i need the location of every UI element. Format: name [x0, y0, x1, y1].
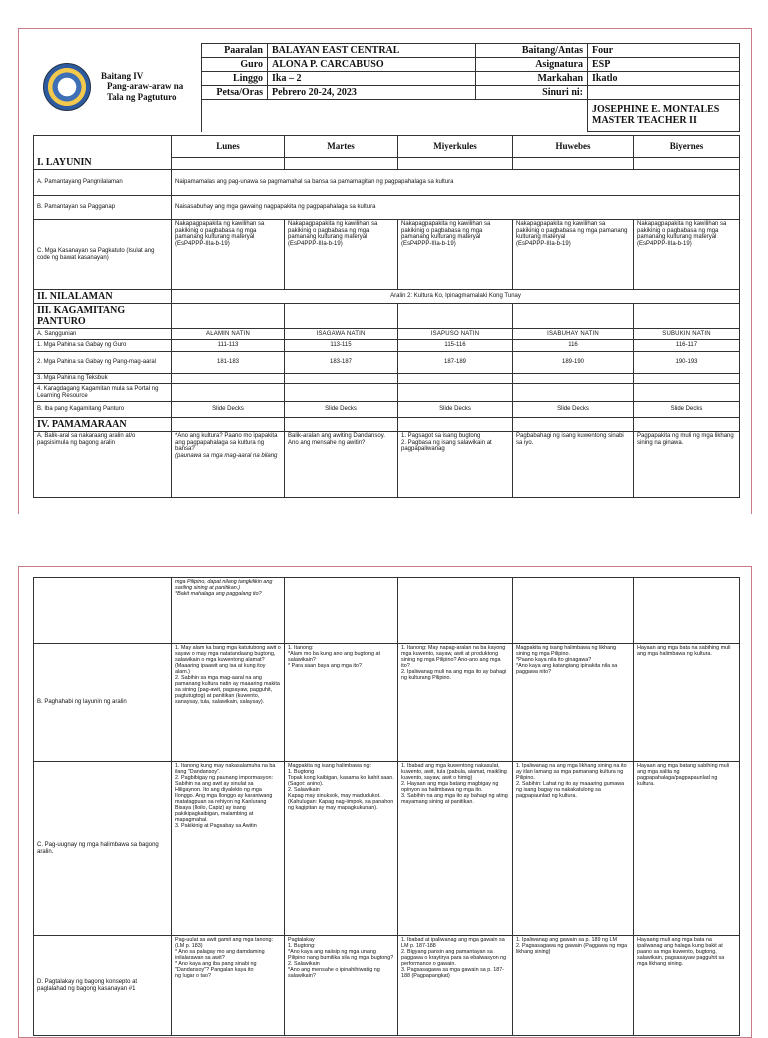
header-value: BALAYAN EAST CENTRAL — [268, 44, 476, 58]
row-nilalaman — [34, 290, 740, 304]
reviewer-row — [202, 100, 740, 132]
header-value: Four — [588, 44, 740, 58]
header-value: Ika – 2 — [268, 72, 476, 86]
cell-sanggunian: ISAPUSO NATIN — [398, 329, 513, 340]
cell-pahina: 187-189 — [398, 352, 513, 374]
reviewer-name: JOSEPHINE E. MONTALES — [592, 104, 720, 115]
cell-pagtalakay: Hayaang muli ang mga bata na ipaliwanag ang halaga kung bakit at paano sa mga kuwento, bugtong, salawikain, pagsasayaw pagguhit sa mga likhang sining. — [634, 936, 740, 1036]
days-header-row — [34, 136, 740, 158]
row-label: 1. Mga Pahina sa Gabay ng Guro — [34, 340, 172, 352]
header-row — [202, 58, 740, 72]
day-lunes: Lunes — [172, 136, 285, 158]
header-row — [202, 44, 740, 58]
cell-pag-uugnay: 1. Itanong kung may nakasalamuha na ba ilang "Dandansoy". 2. Pagbibigay ng paunang impormasyon: Sabihin na ang awit ay sinulat sa Hiligaynon. Ito ang diyalekto ng mga Ilonggo. Ang mga Ilonggo ay karaniwang matatagpuan sa rehiyon ng Kanlurang Bisaya (Iloilo, Capiz) ay isang pakikipagkaibigan, malambing at mapagmahal. 3. Pakikinig at Pagsabay sa Awitin — [172, 762, 285, 936]
nilalaman-text: Aralin 2: Kultura Ko, Ipinagmamalaki Kong Tunay — [172, 290, 740, 304]
header-label: Linggo — [202, 72, 268, 86]
header-value: Pebrero 20-24, 2023 — [268, 86, 476, 100]
cell-pahina: 183-187 — [285, 352, 398, 374]
cell-pagtalakay: Pag-uulat sa awit gamit ang mga tanong: (LM p. 183) * Ano sa palagay mo ang damdaming inilalarawan sa awit? * Ano kaya ang iba pang sinabi ng "Dandansoy"? Pangalan kaya ito ng lugar o tao? — [172, 936, 285, 1036]
row-balik-aral-continued — [34, 578, 740, 644]
cell-paghahabi: 1. Itanong: *Alam mo ba kung ano ang bugtong at salawikain? * Para saan baya ang mga ito? — [285, 644, 398, 762]
cell-pag-uugnay: Magpakita ng isang halimbawa ng: 1. Bugtong Topak kong kaibigan, kasama ko kahit saan. (Sagot: anino). 2. Salawikain Kapag may sinuksok, may madudukot. (Kahulugan: Kapag nag-iimpok, sa panahon ng kagipitan ay may mapagkukunan). — [285, 762, 398, 936]
cell-pagtalakay: 1. Ibabad at ipaliwanag ang mga gawain sa LM p. 187-188 2. Bigyang pansin ang pamantayan sa paggawa o kraytirya para sa ebalwasyon ng performance o gawain. 3. Pagsasagawa sa mga gawain sa p. 187-188 (Pagpapangkat) — [398, 936, 513, 1036]
cell-paghahabi: 1. Itanong: May napag-aralan na ba kayong mga kuwento, sayaw, awit at produktong sining ng mga Pilipino? Ano-ano ang mga ito? 2. Ipaliwanag muli na ang mga ito ay bahagi ng kulturang Pilipino. — [398, 644, 513, 762]
row-label: 4. Karagdagang Kagamitan mula sa Portal ng Learning Resource — [34, 384, 172, 402]
row-learning-resource — [34, 384, 740, 402]
row-gabay-guro — [34, 340, 740, 352]
cell-kasanayan: Nakapagpapakita ng kawilihan sa pakikinig o pagbabasa ng mga pamanang kulturang materyal (EsP4PPP-IIIa-b-19) — [172, 220, 285, 290]
row-label: B. Iba pang Kagamitang Panturo — [34, 402, 172, 418]
cell-pahina: 115-116 — [398, 340, 513, 352]
row-label: C. Pag-uugnay ng mga halimbawa sa bagong aralin. — [34, 762, 172, 936]
row-pamantayang-pangnilalaman — [34, 170, 740, 196]
header-row — [202, 72, 740, 86]
cell-paghahabi: Hayaan ang mga bata na sabihing muli ang mga halimbawa ng kultura. — [634, 644, 740, 762]
row-label: B. Pamantayan sa Pagganap — [34, 196, 172, 220]
lesson-plan-table-continued — [33, 577, 740, 1036]
cell-balik-aral: mga Pilipino, dapat nilang tangkilikin ang sariling sining at panitikan.) *Bakit mahalaga ang paggalang ito? — [172, 578, 285, 644]
row-iba-pang-kagamitan — [34, 402, 740, 418]
section-kagamitan: III. KAGAMITANG PANTURO — [34, 304, 172, 329]
cell-kasanayan: Nakapagpapakita ng kawilihan sa pakikinig o pagbabasa ng mga pamanang kulturang materyal (EsP4PPP-IIIa-b-19) — [285, 220, 398, 290]
row-label: D. Pagtalakay ng bagong konsepto at paglalahad ng bagong kasanayan #1 — [34, 936, 172, 1036]
row-pamamaraan — [34, 418, 740, 432]
cell-kasanayan: Nakapagpapakita ng kawilihan sa pakikinig o pagbabasa ng mga pamanang kulturang materyal (EsP4PPP-IIIa-b-19) — [634, 220, 740, 290]
row-label: C. Mga Kasanayan sa Pagkatuto (Isulat ang code ng bawat kasanayan) — [34, 220, 172, 290]
cell-pahina: 116-117 — [634, 340, 740, 352]
cell-balik-aral: Pagpapakita ng muli ng mga likhang sining na ginawa. — [634, 432, 740, 498]
row-label: A. Balik-aral sa nakaraang aralin at/o pagsisimula ng bagong aralin — [34, 432, 172, 498]
cell-pahina: 190-193 — [634, 352, 740, 374]
cell-kagamitan: Slide Decks — [513, 402, 634, 418]
cell-pag-uugnay: 1. Ipaliwanag na ang mga likhang sining na ito ay iilan lamang sa mga pamanang kultura ng Pilipino. 2. Sabihin: Lahat ng ito ay maaaring gumawa ng isang bagay na nakakatulong sa pagpapaunlad ng kultura. — [513, 762, 634, 936]
row-content: Naipamamalas ang pag-unawa sa pagmamahal sa bansa sa pamamagitan ng pagpapahalaga sa kultura — [172, 170, 740, 196]
header-info-table — [201, 43, 740, 132]
header-label: Guro — [202, 58, 268, 72]
cell-pahina: 111-113 — [172, 340, 285, 352]
header-label: Paaralan — [202, 44, 268, 58]
row-label: A. Pamantayang Pangnilalaman — [34, 170, 172, 196]
cell-pahina: 116 — [513, 340, 634, 352]
row-label: 2. Mga Pahina sa Gabay ng Pang-mag-aaral — [34, 352, 172, 374]
cell-pag-uugnay: Hayaan ang mga batang sabihing muli ang mga salita ng pagpapahalaga/pagpapaunlad ng kultura. — [634, 762, 740, 936]
header-label: Asignatura — [476, 58, 588, 72]
grade-title: Baitang IV Pang-araw-araw na Tala ng Pagtuturo — [101, 71, 184, 102]
header-value: ALONA P. CARCABUSO — [268, 58, 476, 72]
cell-pagtalakay: Pagtalakay 1. Bugtong: *Ano kaya ang naiisip ng mga unang Pilipino nang bumilika sila ng mga bugtong? 2. Salawikain *Ano ang mensahe o ipinahihiwatig ng salawikain? — [285, 936, 398, 1036]
page-gap — [0, 514, 768, 566]
cell-pahina: 181-183 — [172, 352, 285, 374]
row-label: 3. Mga Pahina ng Teksbuk — [34, 374, 172, 384]
lesson-log-page-2 — [18, 566, 752, 1038]
row-kagamitan — [34, 304, 740, 329]
cell-balik-aral: Balik-aralan ang awiting Dandansoy. Ano ang mensahe ng awitin? — [285, 432, 398, 498]
cell-kagamitan: Slide Decks — [285, 402, 398, 418]
row-label: A. Sanggunian — [34, 329, 172, 340]
header-label: Petsa/Oras — [202, 86, 268, 100]
row-sanggunian — [34, 329, 740, 340]
header-row — [202, 86, 740, 100]
row-teksbuk — [34, 374, 740, 384]
cell-balik-aral: Pagbabahagi ng isang kuwentong sinabi sa iyo. — [513, 432, 634, 498]
row-paghahabi — [34, 644, 740, 762]
day-biyernes: Biyernes — [634, 136, 740, 158]
lesson-log-page-1 — [18, 28, 752, 516]
header-value: ESP — [588, 58, 740, 72]
day-miyerkules: Miyerkules — [398, 136, 513, 158]
row-content: Naisasabuhay ang mga gawaing nagpapakita ng pagpapahalaga sa kultura — [172, 196, 740, 220]
reviewer-block — [588, 100, 740, 132]
day-martes: Martes — [285, 136, 398, 158]
section-nilalaman: II. NILALAMAN — [34, 290, 172, 304]
cell-pag-uugnay: 1. Ibabad ang mga kuwentong nakasulat, kuwento, awit, tula (pabula, alamat, maikling kuwento, sayaw, awit o himig) 2. Hayaan ang mga batang magbigay ng opinyon sa halimbawa ng mga ito. 3. Sabihin na ang mga ito ay bahagi ng ating mayamang sining at panitikan. — [398, 762, 513, 936]
row-balik-aral — [34, 432, 740, 498]
row-pagtalakay — [34, 936, 740, 1036]
cell-kagamitan: Slide Decks — [634, 402, 740, 418]
header-label: Baitang/Antas — [476, 44, 588, 58]
cell-pahina: 189-190 — [513, 352, 634, 374]
row-pag-uugnay — [34, 762, 740, 936]
header-value: Ikatlo — [588, 72, 740, 86]
cell-paghahabi: Magpakita ng isang halimbawa ng likhang sining ng mga Pilipino. *Paano kaya nila ito ginagawa? *Ano kaya ang katangiang ipinakita nila sa paggawa nito? — [513, 644, 634, 762]
cell-pahina: 113-115 — [285, 340, 398, 352]
cell-balik-aral: 1. Pagsagot sa isang bugtong 2. Pagbasa ng isang salawikain at pagpapaliwanag — [398, 432, 513, 498]
cell-balik-aral: *Ano ang kultura? Paano mo ipapakita ang pagpapahalaga sa kultura ng bansa? (paunawa sa mga mag-aaral na bilang — [172, 432, 285, 498]
cell-pagtalakay: 1. Ipaliwanag ang gawain sa p. 189 ng LM 2. Pagsasagawa ng gawain (Paggawa ng mga likhang sining) — [513, 936, 634, 1036]
row-kasanayan — [34, 220, 740, 290]
section-layunin: I. LAYUNIN — [34, 136, 172, 170]
row-pamantayan-sa-pagganap — [34, 196, 740, 220]
note-text: (paunawa sa mga mag-aaral na bilang — [175, 452, 278, 459]
cell-sanggunian: ALAMIN NATIN — [172, 329, 285, 340]
cell-paghahabi: 1. May alam ka bang mga katutubong awit o sayaw o may mga natatandaang bugtong, salawikain o mga kuwentong alamat? (Maaaring ipaawit ang isa at kung itoy alam.) 2. Sabihin sa mga mag-aaral na ang pamanang kultura natin ay maaaring makita sa sining (pag-awit, pagsayaw, pagguhit, pagtutugtog) at panitikan (kuwento, sanaysay, tula, salawikain, salaysay). — [172, 644, 285, 762]
cell-sanggunian: SUBUKIN NATIN — [634, 329, 740, 340]
row-label: B. Paghahabi ng layunin ng aralin — [34, 644, 172, 762]
cell-kagamitan: Slide Decks — [172, 402, 285, 418]
header-label: Sinuri ni: — [476, 86, 588, 100]
cell-kasanayan: Nakapagpapakita ng kawilihan sa pakikinig o pagbabasa ng mga pamanang kulturang materyal (EsP4PPP-IIIa-b-19) — [398, 220, 513, 290]
lesson-plan-table — [33, 135, 740, 498]
deped-seal-icon — [43, 63, 91, 111]
section-pamamaraan: IV. PAMAMARAAN — [34, 418, 172, 432]
reviewer-title: MASTER TEACHER II — [592, 115, 697, 126]
cell-sanggunian: ISABUHAY NATIN — [513, 329, 634, 340]
day-huwebes: Huwebes — [513, 136, 634, 158]
header-value — [588, 86, 740, 100]
cell-kasanayan: Nakapagpapakita ng kawilihan sa pakikinig o pagbabasa ng mga pamanang kulturang materyal (EsP4PPP-IIIa-b-19) — [513, 220, 634, 290]
cell-sanggunian: ISAGAWA NATIN — [285, 329, 398, 340]
row-gabay-mag-aaral — [34, 352, 740, 374]
cell-kagamitan: Slide Decks — [398, 402, 513, 418]
header-label: Markahan — [476, 72, 588, 86]
